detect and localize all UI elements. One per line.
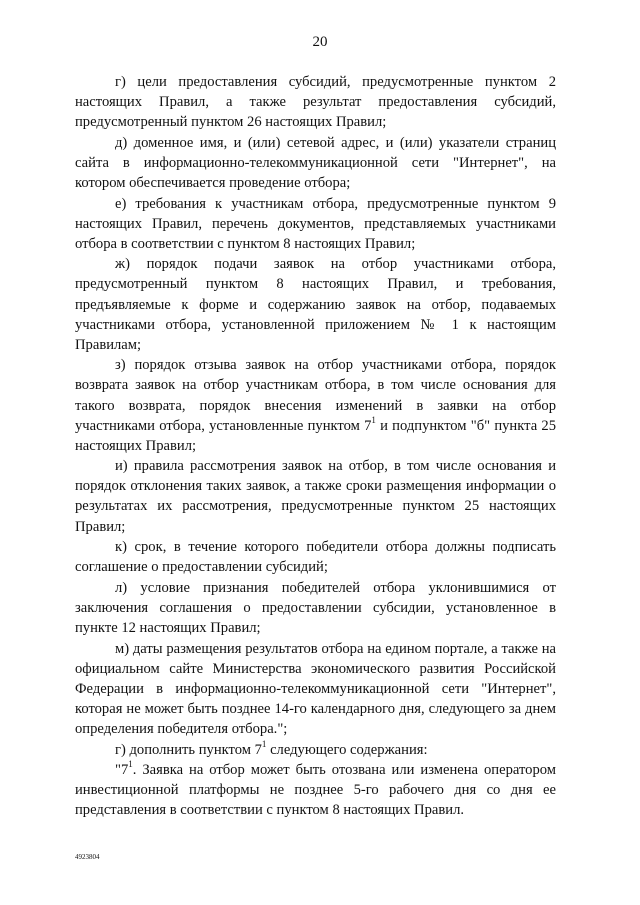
paragraph-g: г) цели предоставления субсидий, предусмотренные пунктом 2 настоящих Правил, а также результат предоставления субсидий, предусмотренный пунктом 26 настоящих Правил; [75,74,556,131]
superscript: 1 [128,759,133,770]
paragraph-zh: ж) порядок подачи заявок на отбор участниками отбора, предусмотренный пунктом 8 настоящих Правил, и требования, предъявляемые к форме и содержанию заявок на отбор, подаваемых участниками отбора, установленной приложением № 1 к настоящим Правилам; [75,256,556,353]
paragraph-amend-g-text-end: следующего содержания: [266,741,428,758]
paragraph-amend-g-text: г) дополнить пунктом 7 [115,741,262,758]
paragraph-k: к) срок, в течение которого победители отбора должны подписать соглашение о предоставлении субсидий; [75,539,556,576]
paragraph-z-text: з) порядок отзыва заявок на отбор участниками отбора, порядок возврата заявок на отбор участникам отбора, в том числе основания для такого возврата, порядок внесения изменений в заявки на отбор участниками отбора, установленные пунктом 7 [75,357,556,434]
paragraph-e: е) требования к участникам отбора, предусмотренные пунктом 9 настоящих Правил, перечень документов, представляемых участниками отбора в соответствии с пунктом 8 настоящих Правил; [75,195,556,252]
paragraph-amend-g [75,740,556,760]
superscript: 1 [261,738,267,749]
document-id: 4923804 [75,853,100,861]
document-body [75,72,556,820]
paragraph-d: д) доменное имя, и (или) сетевой адрес, и (или) указатели страниц сайта в информационно-телекоммуникационной сети "Интернет", на котором обеспечивается проведение отбора; [75,134,556,191]
paragraph-z-text-end: и подпунктом "б" пункта 25 настоящих Правил; [75,417,556,454]
page-number: 20 [312,34,328,50]
paragraph-m: м) даты размещения результатов отбора на едином портале, а также на официальном сайте Министерства экономического развития Российской Федерации в информационно-телекоммуникационной сети "Интернет", которая не может быть позднее 14-го календарного дня, следующего за днем определения победителя отбора."; [75,640,556,737]
superscript: 1 [371,414,376,425]
paragraph-7-1-text: "7 [115,762,129,779]
paragraph-7-1 [75,760,556,820]
paragraph-i: и) правила рассмотрения заявок на отбор, в том числе основания и порядок отклонения таких заявок, а также сроки размещения информации о результатах их рассмотрения, предусмотренные пунктом 25 настоящих Правил; [75,458,556,535]
paragraph-l: л) условие признания победителей отбора уклонившимися от заключения соглашения о предоставлении субсидии, установленное в пункте 12 настоящих Правил; [75,579,556,637]
paragraph-7-1-text-end: . Заявка на отбор может быть отозвана или изменена оператором инвестиционной платформы не позднее 5-го рабочего дня со дня ее представления в соответствии с пунктом 8 настоящих Правил. [75,762,556,819]
paragraph-z [75,355,556,455]
